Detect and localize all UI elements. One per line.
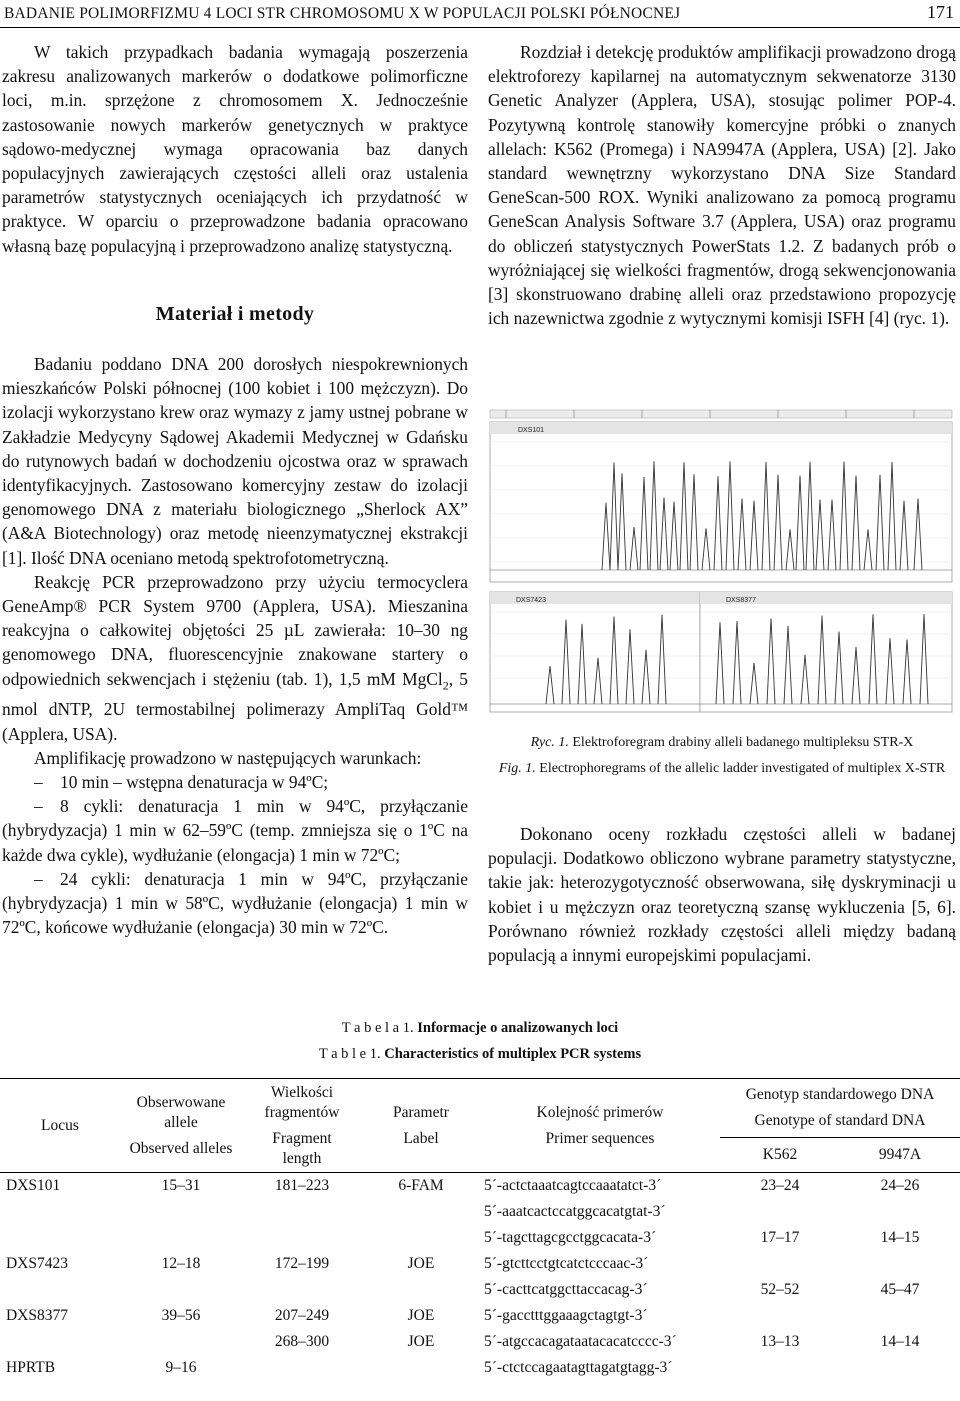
header-primer: Kolejność primerów Primer sequences: [536, 1103, 664, 1147]
table-cell-na: [840, 1199, 960, 1225]
table-cell-k562: 52–52: [760, 1281, 800, 1298]
size-ruler: [490, 410, 952, 418]
table-cell-locus: [0, 1225, 120, 1251]
table-cell-label: JOE: [407, 1255, 435, 1272]
table-cell-observed: [120, 1199, 242, 1225]
step-item: – 24 cykli: denaturacja 1 min w 94ºC, przyłączanie (hybrydyzacja) 1 min w 58ºC, wydłużanie (elongacja) 1 min w 72ºC, końcowe wydłużanie (elongacja) 30 min w 72ºC.: [2, 868, 468, 938]
section-title: Materiał i metody: [155, 302, 315, 325]
table-cell-na: 14–15: [880, 1229, 920, 1246]
table-cell-size: [242, 1225, 362, 1251]
table-row: [0, 1277, 960, 1303]
table-cell-na: 24–26: [880, 1177, 920, 1194]
electropherogram-svg: [488, 408, 956, 718]
table-cell-na: [840, 1251, 960, 1277]
table-cell-observed: 15–31: [161, 1177, 201, 1194]
table-cell-observed: 39–56: [161, 1307, 201, 1324]
table-cell-na: 14–14: [880, 1333, 920, 1350]
step-item: – 8 cykli: denaturacja 1 min w 94ºC, przyłączanie (hybrydyzacja) 1 min w 62–59ºC (temp. zmniejsza się o 1ºC na każde dwa cykle), wydłużanie (elongacja) 1 min w 72ºC;: [2, 796, 468, 865]
header-size: Wielkości fragmentów Fragment length: [264, 1083, 340, 1167]
table-cell-locus: [0, 1199, 120, 1225]
table-cell-label: JOE: [407, 1333, 435, 1350]
panel-label: DXS7423: [516, 597, 546, 604]
table-cell-size: [242, 1277, 362, 1303]
header-label: Parametr Label: [393, 1103, 449, 1147]
table-cell-locus: DXS7423: [6, 1255, 69, 1272]
electropherogram-figure: [488, 408, 956, 718]
panel-header: [490, 422, 952, 434]
panel-label: DXS101: [518, 427, 545, 434]
panel-frame: [700, 592, 952, 712]
table-cell-k562: 17–17: [760, 1229, 800, 1246]
figure-caption-en: Fig. 1. Electrophoregrams of the allelic ladder investigated of multiplex X-STR: [498, 761, 946, 776]
table-row: [0, 1303, 960, 1329]
table-cell-locus: [0, 1277, 120, 1303]
table-cell-na: [840, 1303, 960, 1329]
table-cell-k562: [720, 1355, 840, 1381]
loci-table: [0, 1078, 960, 1381]
pcr-paragraph: Reakcję PCR przeprowadzono przy użyciu termocyclera GeneAmp® PCR System 9700 (Applera, USA). Mieszanina reakcyjna o całkowitej objętości 25 µL zawierała: 10–30 ng genomowego DNA, fluorescencyjnie znakowane startery o odpowiednich sekwencjach i stężeniu (tab. 1), 1,5 mM MgCl$_2$, 5 nmol dNTP, 2U termostabilnej polimerazy AmpliTaq Gold™ (Applera, USA).: [2, 571, 468, 744]
panel-label: DXS8377: [726, 597, 756, 604]
table-cell-primer: 5´-gtcttcctgtcatctcccaac-3´: [484, 1255, 649, 1272]
table-cell-primer: 5´-gacctttggaaagctagtgt-3´: [484, 1307, 648, 1324]
table-cell-size: [242, 1199, 362, 1225]
table-cell-primer: 5´-actctaaatcagtccaaatatct-3´: [484, 1177, 662, 1194]
table-cell-locus: HPRTB: [6, 1359, 56, 1376]
table-cell-label: [362, 1225, 480, 1251]
page-number: 171: [927, 2, 954, 22]
table-cell-label: JOE: [407, 1307, 435, 1324]
table-cell-na: [840, 1355, 960, 1381]
table-cell-observed: [120, 1329, 242, 1355]
table-cell-size: 268–300: [274, 1333, 330, 1350]
table-cell-observed: 9–16: [165, 1359, 197, 1376]
header-genotype: Genotyp standardowego DNA Genotype of standard DNA: [745, 1086, 935, 1129]
table-cell-primer: 5´-atgccacagataatacacatcccc-3´: [484, 1333, 677, 1350]
table-cell-k562: 23–24: [760, 1177, 800, 1194]
table-cell-primer: 5´-ctctccagaatagttagatgtagg-3´: [484, 1359, 673, 1376]
left-column: [2, 40, 468, 939]
material-paragraph: Badaniu poddano DNA 200 dorosłych niespokrewnionych mieszkańców Polski północnej (100 kobiet i 100 mężczyzn). Do izolacji wykorzystano krew oraz wymazy z jamy ustnej pobrane w Zakładzie Medycyny Sądowej Akademii Medycznej w Gdańsku do rutynowych badań w dochodzeniu ojcostwa oraz w sprawach identyfikacyjnych. Zastosowano komercyjny zestaw do izolacji genomowego DNA z materiału biologicznego „Sherlock AX” (A&A Biotechnology) oraz metodę nieenzymatycznej ekstrakcji [1]. Ilość DNA oceniano metodą spektrofotometryczną.: [2, 354, 468, 568]
step-item: – 10 min – wstępna denaturacja w 94ºC;: [34, 771, 329, 792]
table-cell-na: 45–47: [880, 1281, 920, 1298]
table-cell-observed: [120, 1225, 242, 1251]
header-9947a: 9947A: [840, 1138, 960, 1173]
table-cell-k562: [720, 1303, 840, 1329]
header-rule: [0, 27, 960, 28]
table-cell-k562: 13–13: [760, 1333, 800, 1350]
panel-frame: [490, 422, 952, 582]
table-cell-locus: [0, 1329, 120, 1355]
table-cell-locus: DXS8377: [6, 1307, 69, 1324]
table-cell-label: [362, 1199, 480, 1225]
right-column: [488, 40, 956, 330]
amplification-paragraph: Amplifikację prowadzono w następujących warunkach:: [34, 747, 422, 768]
table-row: [0, 1173, 960, 1200]
table-cell-label: 6-FAM: [398, 1177, 444, 1194]
table-cell-locus: DXS101: [6, 1177, 61, 1194]
figure-caption-pl: Ryc. 1. Elektroforegram drabiny alleli badanego multipleksu STR-X: [530, 735, 914, 750]
running-title: BADANIE POLIMORFIZMU 4 LOCI STR CHROMOSOMU X W POPULACJI POLSKI PÓŁNOCNEJ: [4, 5, 681, 22]
table-cell-k562: [720, 1251, 840, 1277]
table-cell-label: [362, 1277, 480, 1303]
table-cell-primer: 5´-cacttcatggcttaccacag-3´: [484, 1281, 648, 1298]
table-row: [0, 1225, 960, 1251]
electrophoresis-paragraph: Rozdział i detekcję produktów amplifikacji prowadzono drogą elektroforezy kapilarnej na automatycznym sekwenatorze 3130 Genetic Analyzer (Applera, USA), stosując polimer POP-4. Pozytywną kontrolę stanowiły komercyjne próbki o znanych allelach: K562 (Promega) i NA9947A (Applera, USA) [2]. Jako standard wewnętrzny wykorzystano DNA Size Standard GeneScan-500 ROX. Wyniki analizowano za pomocą programu GeneScan Analysis Software 3.7 (Applera, USA) oraz programu do obliczeń statystycznych PowerStats 1.2. Z badanych prób o wyróżniającej się wielkości fragmentów, drogą sekwencjonowania [3] skonstruowano drabinę alleli oraz przedstawiono propozycję ich nazewnictwa zgodnie z wytycznymi komisji ISFH [4] (ryc. 1).: [488, 42, 956, 329]
table-cell-k562: [720, 1199, 840, 1225]
running-header: [0, 0, 960, 28]
table-cell-size: 181–223: [274, 1177, 330, 1194]
header-locus: Locus: [41, 1116, 79, 1134]
table-caption-pl: T a b e l a 1. Informacje o analizowanych loci: [341, 1020, 619, 1036]
header-k562: K562: [720, 1138, 840, 1173]
table-cell-primer: 5´-tagcttagcgcctggcacata-3´: [484, 1229, 657, 1246]
table-header-row: [0, 1079, 960, 1138]
table-row: [0, 1355, 960, 1381]
table-cell-size: [242, 1355, 362, 1381]
table-row: [0, 1199, 960, 1225]
table-row: [0, 1251, 960, 1277]
header-observed: Obserwowane allele Observed alleles: [129, 1093, 233, 1157]
right-column-continued: [488, 822, 956, 967]
table-cell-primer: 5´-aaatcactccatggcacatgtat-3´: [484, 1203, 666, 1220]
table-caption-en: T a b l e 1. Characteristics of multiplex PCR systems: [318, 1046, 642, 1062]
table-row: [0, 1329, 960, 1355]
table-cell-label: [362, 1355, 480, 1381]
table-cell-observed: [120, 1277, 242, 1303]
intro-paragraph: W takich przypadkach badania wymagają poszerzenia zakresu analizowanych markerów o dodatkowe polimorficzne loci, m.in. sprzężone z chromosomem X. Jednocześnie zastosowanie nowych markerów genetycznych w praktyce sądowo-medycznej wymaga opracowania baz danych populacyjnych zawierających częstości alleli oraz ustalenia parametrów statystycznych oceniających ich przydatność w praktyce. W oparciu o przeprowadzone badania opracowano własną bazę populacyjną i przeprowadzono analizę statystyczną.: [2, 42, 468, 256]
table-cell-size: 172–199: [274, 1255, 330, 1272]
statistics-paragraph: Dokonano oceny rozkładu częstości alleli w badanej populacji. Dodatkowo obliczono wybrane parametry statystyczne, takie jak: heterozygotyczność obserwowana, siłę dyskryminacji u kobiet i u mężczyzn oraz teoretyczną szansę wykluczenia [5, 6]. Porównano również rozkłady częstości alleli między badaną populacją a innymi europejskimi populacjami.: [488, 824, 956, 966]
table-cell-observed: 12–18: [161, 1255, 201, 1272]
table-cell-size: 207–249: [274, 1307, 330, 1324]
